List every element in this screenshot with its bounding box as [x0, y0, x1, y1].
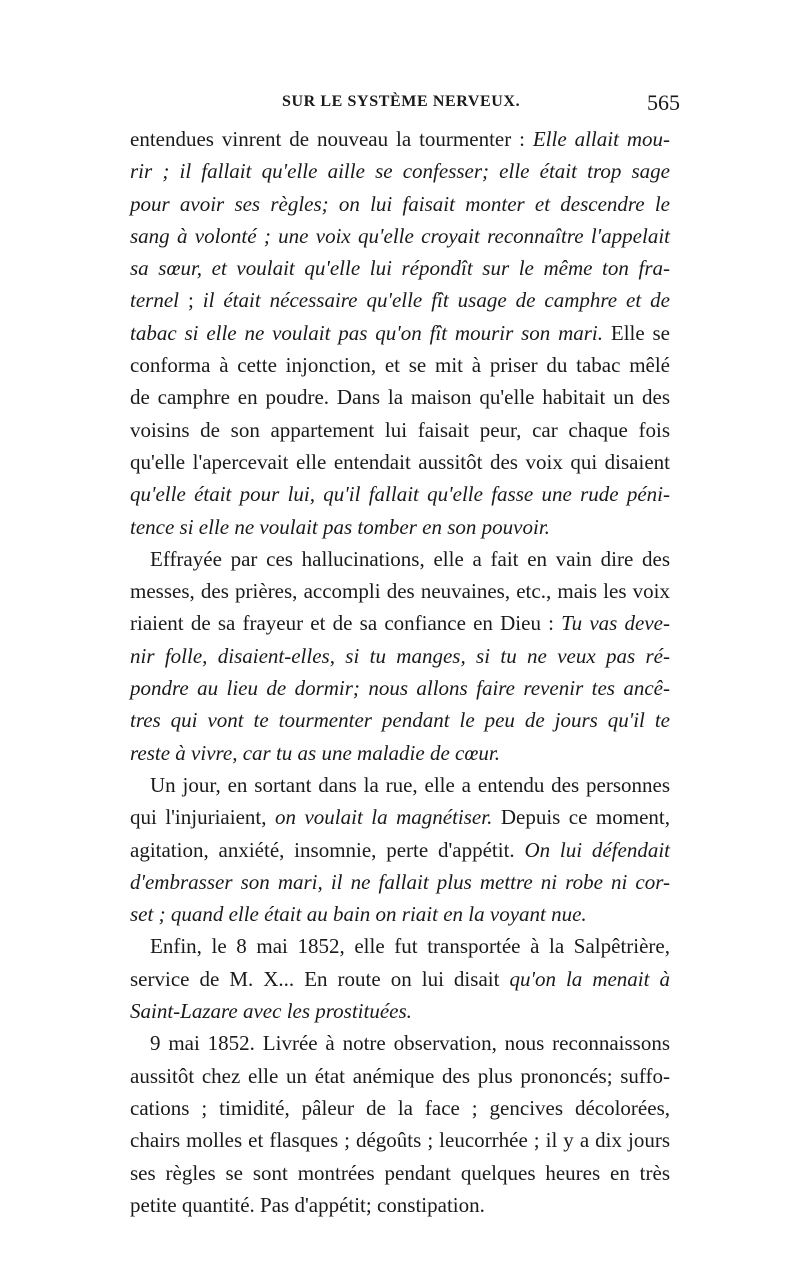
text-line — [130, 543, 670, 575]
italic-text: Saint-Lazare avec les prostituées. — [130, 999, 412, 1024]
italic-text: sa sœur, et voulait qu'elle lui répondît sur le même ton fra- — [130, 256, 670, 281]
italic-text: Tu vas deve- — [561, 611, 670, 636]
body-text — [130, 123, 670, 1221]
roman-text: Un jour, en sortant dans la rue, elle a entendu des personnes — [150, 772, 670, 797]
text-line — [130, 737, 670, 769]
roman-text: messes, des prières, accompli des neuvaines, etc., mais les voix — [130, 579, 670, 604]
text-line — [130, 381, 670, 413]
roman-text: cations ; timidité, pâleur de la face ; gencives décolorées, — [130, 1095, 670, 1120]
text-line — [130, 866, 670, 898]
italic-text: qu'on la menait à — [509, 966, 670, 991]
text-line — [130, 930, 670, 962]
italic-text: tabac si elle ne voulait pas qu'on fît mourir son mari. — [130, 320, 604, 345]
roman-text: conforma à cette injonction, et se mit à priser du tabac mêlé — [130, 353, 670, 378]
text-line — [130, 834, 670, 866]
italic-text: on voulait la magnétiser. — [274, 805, 493, 830]
roman-text: Elle se — [603, 320, 671, 345]
italic-text: On lui défendait — [524, 837, 670, 862]
roman-text: 9 mai 1852. Livrée à notre observation, nous reconnaissons — [150, 1031, 670, 1056]
text-line — [130, 1060, 670, 1092]
text-line — [130, 123, 670, 155]
text-line — [130, 640, 670, 672]
text-line — [130, 672, 670, 704]
text-line — [130, 995, 670, 1027]
italic-text: ternel — [130, 288, 179, 313]
roman-text: Effrayée par ces hallucinations, elle a fait en vain dire des — [150, 546, 670, 571]
text-line — [130, 1092, 670, 1124]
roman-text: Enfin, le 8 mai 1852, elle fut transportée à la Salpêtrière, — [150, 934, 670, 959]
roman-text: service de M. X... En route on lui disait — [130, 966, 510, 991]
text-line — [130, 704, 670, 736]
roman-text: voisins de son appartement lui faisait peur, car chaque fois — [130, 417, 670, 442]
text-line — [130, 349, 670, 381]
text-line — [130, 478, 670, 510]
text-line — [130, 801, 670, 833]
italic-text: tence si elle ne voulait pas tomber en son pouvoir. — [130, 514, 550, 539]
italic-text: Elle allait mou- — [532, 127, 670, 151]
text-line — [130, 284, 670, 316]
italic-text: qu'elle était pour lui, qu'il fallait qu'elle fasse une rude péni- — [130, 482, 670, 507]
italic-text: rir ; il fallait qu'elle aille se confesser; elle était trop sage — [130, 159, 670, 184]
text-line — [130, 607, 670, 639]
text-line — [130, 188, 670, 220]
roman-text: entendues vinrent de nouveau la tourmenter : — [130, 127, 533, 151]
running-title: SUR LE SYSTÈME NERVEUX. — [282, 93, 521, 110]
text-line — [130, 1027, 670, 1059]
italic-text: il était nécessaire qu'elle fît usage de camphre et de — [202, 288, 670, 313]
roman-text: agitation, anxiété, insomnie, perte d'appétit. — [130, 837, 525, 862]
text-line — [130, 220, 670, 252]
text-line — [130, 511, 670, 543]
roman-text: ; — [178, 288, 203, 313]
running-head — [130, 90, 680, 120]
roman-text: petite quantité. Pas d'appétit; constipation. — [130, 1192, 485, 1217]
text-line — [130, 155, 670, 187]
roman-text: ses règles se sont montrées pendant quelques heures en très — [130, 1160, 670, 1185]
text-line — [130, 575, 670, 607]
roman-text: de camphre en poudre. Dans la maison qu'elle habitait un des — [130, 385, 670, 410]
text-line — [130, 1189, 670, 1221]
text-line — [130, 898, 670, 930]
italic-text: tres qui vont te tourmenter pendant le peu de jours qu'il te — [130, 708, 670, 733]
italic-text: reste à vivre, car tu as une maladie de cœur. — [130, 740, 500, 765]
italic-text: pour avoir ses règles; on lui faisait monter et descendre le — [130, 191, 670, 216]
text-line — [130, 769, 670, 801]
text-line — [130, 446, 670, 478]
italic-text: set ; quand elle était au bain on riait en la voyant nue. — [130, 902, 587, 927]
roman-text: Depuis ce moment, — [492, 805, 670, 830]
text-line — [130, 252, 670, 284]
roman-text: chairs molles et flasques ; dégoûts ; leucorrhée ; il y a dix jours — [130, 1128, 670, 1153]
italic-text: sang à volonté ; une voix qu'elle croyait reconnaître l'appelait — [130, 223, 670, 248]
roman-text: aussitôt chez elle un état anémique des plus prononcés; suffo- — [130, 1063, 670, 1088]
text-line — [130, 1157, 670, 1189]
italic-text: pondre au lieu de dormir; nous allons faire revenir tes ancê- — [130, 676, 670, 701]
roman-text: qui l'injuriaient, — [130, 805, 275, 830]
italic-text: d'embrasser son mari, il ne fallait plus mettre ni robe ni cor- — [130, 869, 670, 894]
text-line — [130, 1124, 670, 1156]
text-line — [130, 963, 670, 995]
roman-text: qu'elle l'apercevait elle entendait aussitôt des voix qui disaient — [130, 449, 670, 474]
roman-text: riaient de sa frayeur et de sa confiance en Dieu : — [130, 611, 562, 636]
text-line — [130, 414, 670, 446]
page-number: 565 — [647, 90, 680, 115]
italic-text: nir folle, disaient-elles, si tu manges, si tu ne veux pas ré- — [130, 643, 670, 668]
text-line — [130, 317, 670, 349]
